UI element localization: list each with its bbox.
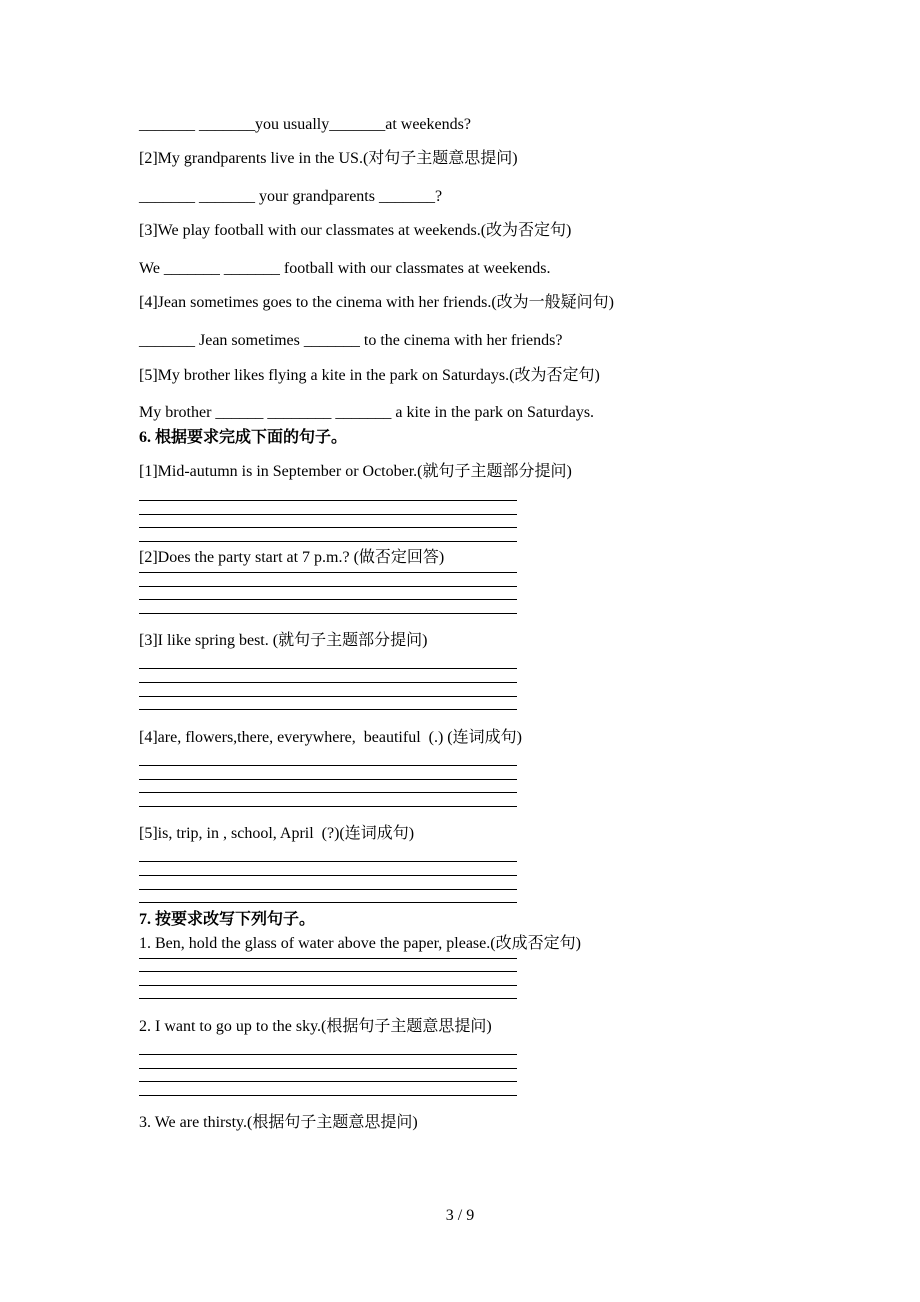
- s5-question-5: [5]My brother likes flying a kite in the park on Saturdays.(改为否定句): [139, 367, 600, 384]
- s6-question-1: [1]Mid-autumn is in September or October.(就句子主题部分提问): [139, 463, 572, 480]
- s5-question-3: [3]We play football with our classmates at weekends.(改为否定句): [139, 222, 572, 239]
- answer-line[interactable]: [139, 765, 517, 766]
- answer-line[interactable]: [139, 599, 517, 600]
- answer-line[interactable]: [139, 572, 517, 573]
- answer-line[interactable]: [139, 971, 517, 972]
- answer-line[interactable]: [139, 1081, 517, 1082]
- s6-question-5: [5]is, trip, in , school, April (?)(连词成句): [139, 825, 415, 842]
- page-number: 3 / 9: [445, 1207, 475, 1224]
- section7-heading: 7. 按要求改写下列句子。: [139, 911, 316, 928]
- answer-line[interactable]: [139, 709, 517, 710]
- answer-line[interactable]: [139, 527, 517, 528]
- answer-line[interactable]: [139, 889, 517, 890]
- s5-answer-5: My brother ______ ________ _______ a kite in the park on Saturdays.: [139, 404, 595, 421]
- s6-question-4: [4]are, flowers,there, everywhere, beautiful (.) (连词成句): [139, 729, 522, 746]
- answer-line[interactable]: [139, 1095, 517, 1096]
- section6-heading: 6. 根据要求完成下面的句子。: [139, 429, 348, 446]
- answer-line[interactable]: [139, 613, 517, 614]
- s6-question-2: [2]Does the party start at 7 p.m.? (做否定回答): [139, 549, 445, 566]
- s5-question-2: [2]My grandparents live in the US.(对句子主题意思提问): [139, 150, 518, 167]
- s5-question-4: [4]Jean sometimes goes to the cinema with her friends.(改为一般疑问句): [139, 294, 615, 311]
- answer-line[interactable]: [139, 1054, 517, 1055]
- answer-line[interactable]: [139, 696, 517, 697]
- answer-line[interactable]: [139, 792, 517, 793]
- answer-line[interactable]: [139, 998, 517, 999]
- s7-question-2: 2. I want to go up to the sky.(根据句子主题意思提问): [139, 1018, 492, 1035]
- s5-answer-1: _______ _______you usually_______at weekends?: [139, 116, 471, 133]
- answer-line[interactable]: [139, 514, 517, 515]
- s5-answer-4: _______ Jean sometimes _______ to the cinema with her friends?: [139, 332, 563, 349]
- answer-line[interactable]: [139, 541, 517, 542]
- answer-line[interactable]: [139, 682, 517, 683]
- answer-line[interactable]: [139, 779, 517, 780]
- answer-line[interactable]: [139, 806, 517, 807]
- s7-question-3: 3. We are thirsty.(根据句子主题意思提问): [139, 1114, 418, 1131]
- answer-line[interactable]: [139, 861, 517, 862]
- answer-line[interactable]: [139, 668, 517, 669]
- answer-line[interactable]: [139, 1068, 517, 1069]
- answer-line[interactable]: [139, 586, 517, 587]
- answer-line[interactable]: [139, 500, 517, 501]
- s5-answer-3: We _______ _______ football with our classmates at weekends.: [139, 260, 551, 277]
- s7-question-1: 1. Ben, hold the glass of water above the paper, please.(改成否定句): [139, 935, 581, 952]
- answer-line[interactable]: [139, 985, 517, 986]
- s6-question-3: [3]I like spring best. (就句子主题部分提问): [139, 632, 428, 649]
- s5-answer-2: _______ _______ your grandparents _______?: [139, 188, 443, 205]
- answer-line[interactable]: [139, 958, 517, 959]
- answer-line[interactable]: [139, 875, 517, 876]
- answer-line[interactable]: [139, 902, 517, 903]
